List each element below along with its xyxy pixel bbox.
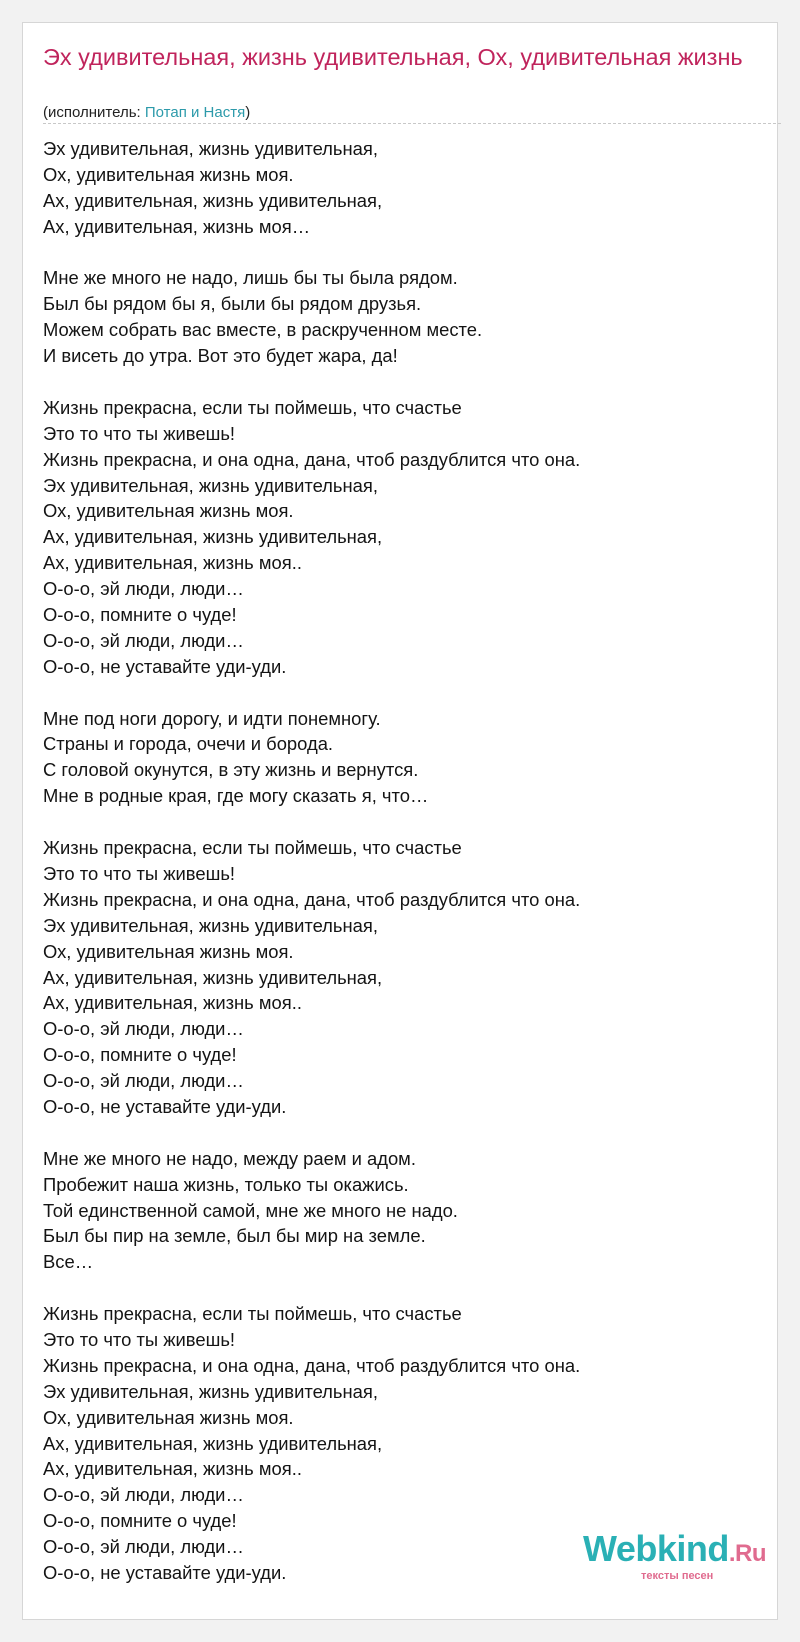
lyric-line: Мне же много не надо, между раем и адом.	[43, 1147, 416, 1169]
performer-prefix: (исполнитель:	[43, 104, 145, 121]
performer-suffix: )	[245, 104, 251, 121]
stanza-gap	[43, 240, 743, 266]
lyric-line: Ах, удивительная, жизнь удивительная,	[43, 966, 383, 988]
lyric-line: Это то что ты живешь!	[43, 1328, 236, 1350]
lyric-line: Это то что ты живешь!	[43, 422, 236, 444]
logo-tld: .Ru	[728, 1540, 767, 1567]
lyric-line: Ах, удивительная, жизнь моя..	[43, 1458, 302, 1480]
lyric-line: Мне же много не надо, лишь бы ты была рядом.	[43, 267, 458, 289]
lyric-line: Можем собрать вас вместе, в раскрученном месте.	[43, 319, 483, 341]
lyric-line: Эх удивительная, жизнь удивительная,	[43, 138, 378, 159]
lyric-line: О-о-о, помните о чуде!	[43, 1044, 237, 1066]
site-logo[interactable]	[583, 1528, 783, 1588]
lyric-line: О-о-о, эй люди, люди…	[43, 1484, 244, 1506]
lyrics-card	[22, 22, 778, 1620]
lyric-line: Жизнь прекрасна, и она одна, дана, чтоб раздублится что она.	[43, 448, 581, 470]
lyric-line: Жизнь прекрасна, если ты поймешь, что счастье	[43, 837, 462, 859]
lyric-line: Ох, удивительная жизнь моя.	[43, 163, 294, 185]
lyric-line: Ах, удивительная, жизнь удивительная,	[43, 526, 383, 548]
lyric-line: Ах, удивительная, жизнь моя..	[43, 552, 302, 574]
lyric-line: Ох, удивительная жизнь моя.	[43, 940, 294, 962]
lyric-line: Ах, удивительная, жизнь удивительная,	[43, 1432, 383, 1454]
lyric-line: Эх удивительная, жизнь удивительная,	[43, 474, 378, 496]
title-divider	[43, 123, 781, 124]
lyric-line: Жизнь прекрасна, и она одна, дана, чтоб раздублится что она.	[43, 888, 581, 910]
lyric-line: Жизнь прекрасна, и она одна, дана, чтоб раздублится что она.	[43, 1354, 581, 1376]
lyrics-text	[43, 136, 743, 1586]
lyric-line: О-о-о, не уставайте уди-уди.	[43, 1561, 287, 1583]
lyric-line: О-о-о, эй люди, люди…	[43, 1070, 244, 1092]
lyric-line: О-о-о, эй люди, люди…	[43, 578, 244, 600]
stanza-gap	[43, 369, 743, 395]
lyric-line: Той единственной самой, мне же много не надо.	[43, 1199, 458, 1221]
stanza-gap	[43, 680, 743, 706]
lyric-line: Был бы рядом бы я, были бы рядом друзья.	[43, 293, 422, 315]
lyric-line: О-о-о, не уставайте уди-уди.	[43, 1095, 287, 1117]
stanza-gap	[43, 1275, 743, 1301]
lyric-line: И висеть до утра. Вот это будет жара, да!	[43, 345, 398, 367]
stanza-gap	[43, 809, 743, 835]
lyric-line: Ох, удивительная жизнь моя.	[43, 1406, 294, 1428]
lyric-line: С головой окунутся, в эту жизнь и вернутся.	[43, 759, 419, 781]
lyric-line: О-о-о, не уставайте уди-уди.	[43, 655, 287, 677]
lyric-line: Ах, удивительная, жизнь моя…	[43, 215, 311, 237]
logo-wordmark	[583, 1528, 766, 1570]
lyric-line: Это то что ты живешь!	[43, 862, 236, 884]
lyric-line: Пробежит наша жизнь, только ты окажись.	[43, 1173, 409, 1195]
lyric-line: Эх удивительная, жизнь удивительная,	[43, 1380, 378, 1402]
stanza-gap	[43, 1120, 743, 1146]
lyric-line: О-о-о, эй люди, люди…	[43, 629, 244, 651]
lyric-line: Ах, удивительная, жизнь удивительная,	[43, 189, 383, 211]
performer-line	[43, 103, 250, 122]
performer-link[interactable]: Потап и Настя	[144, 104, 246, 121]
lyric-line: Все…	[43, 1251, 94, 1273]
lyric-line: О-о-о, эй люди, люди…	[43, 1018, 244, 1040]
logo-brand: Webkind	[583, 1528, 729, 1569]
lyric-line: О-о-о, помните о чуде!	[43, 604, 237, 626]
lyric-line: Жизнь прекрасна, если ты поймешь, что счастье	[43, 396, 462, 418]
lyric-line: Мне под ноги дорогу, и идти понемногу.	[43, 707, 381, 729]
lyric-line: Ах, удивительная, жизнь моя..	[43, 992, 302, 1014]
lyric-line: Эх удивительная, жизнь удивительная,	[43, 914, 378, 936]
lyric-line: О-о-о, помните о чуде!	[43, 1510, 237, 1532]
lyric-line: Ох, удивительная жизнь моя.	[43, 500, 294, 522]
lyric-line: Жизнь прекрасна, если ты поймешь, что счастье	[43, 1303, 462, 1325]
logo-tagline: тексты песен	[641, 1570, 714, 1582]
lyric-line: Мне в родные края, где могу сказать я, что…	[43, 785, 429, 807]
page-title: Эх удивительная, жизнь удивительная, Ох, удивительная жизнь	[43, 44, 743, 70]
lyric-line: Страны и города, очечи и борода.	[43, 733, 334, 755]
lyric-line: О-о-о, эй люди, люди…	[43, 1536, 244, 1558]
lyric-line: Был бы пир на земле, был бы мир на земле.	[43, 1225, 426, 1247]
